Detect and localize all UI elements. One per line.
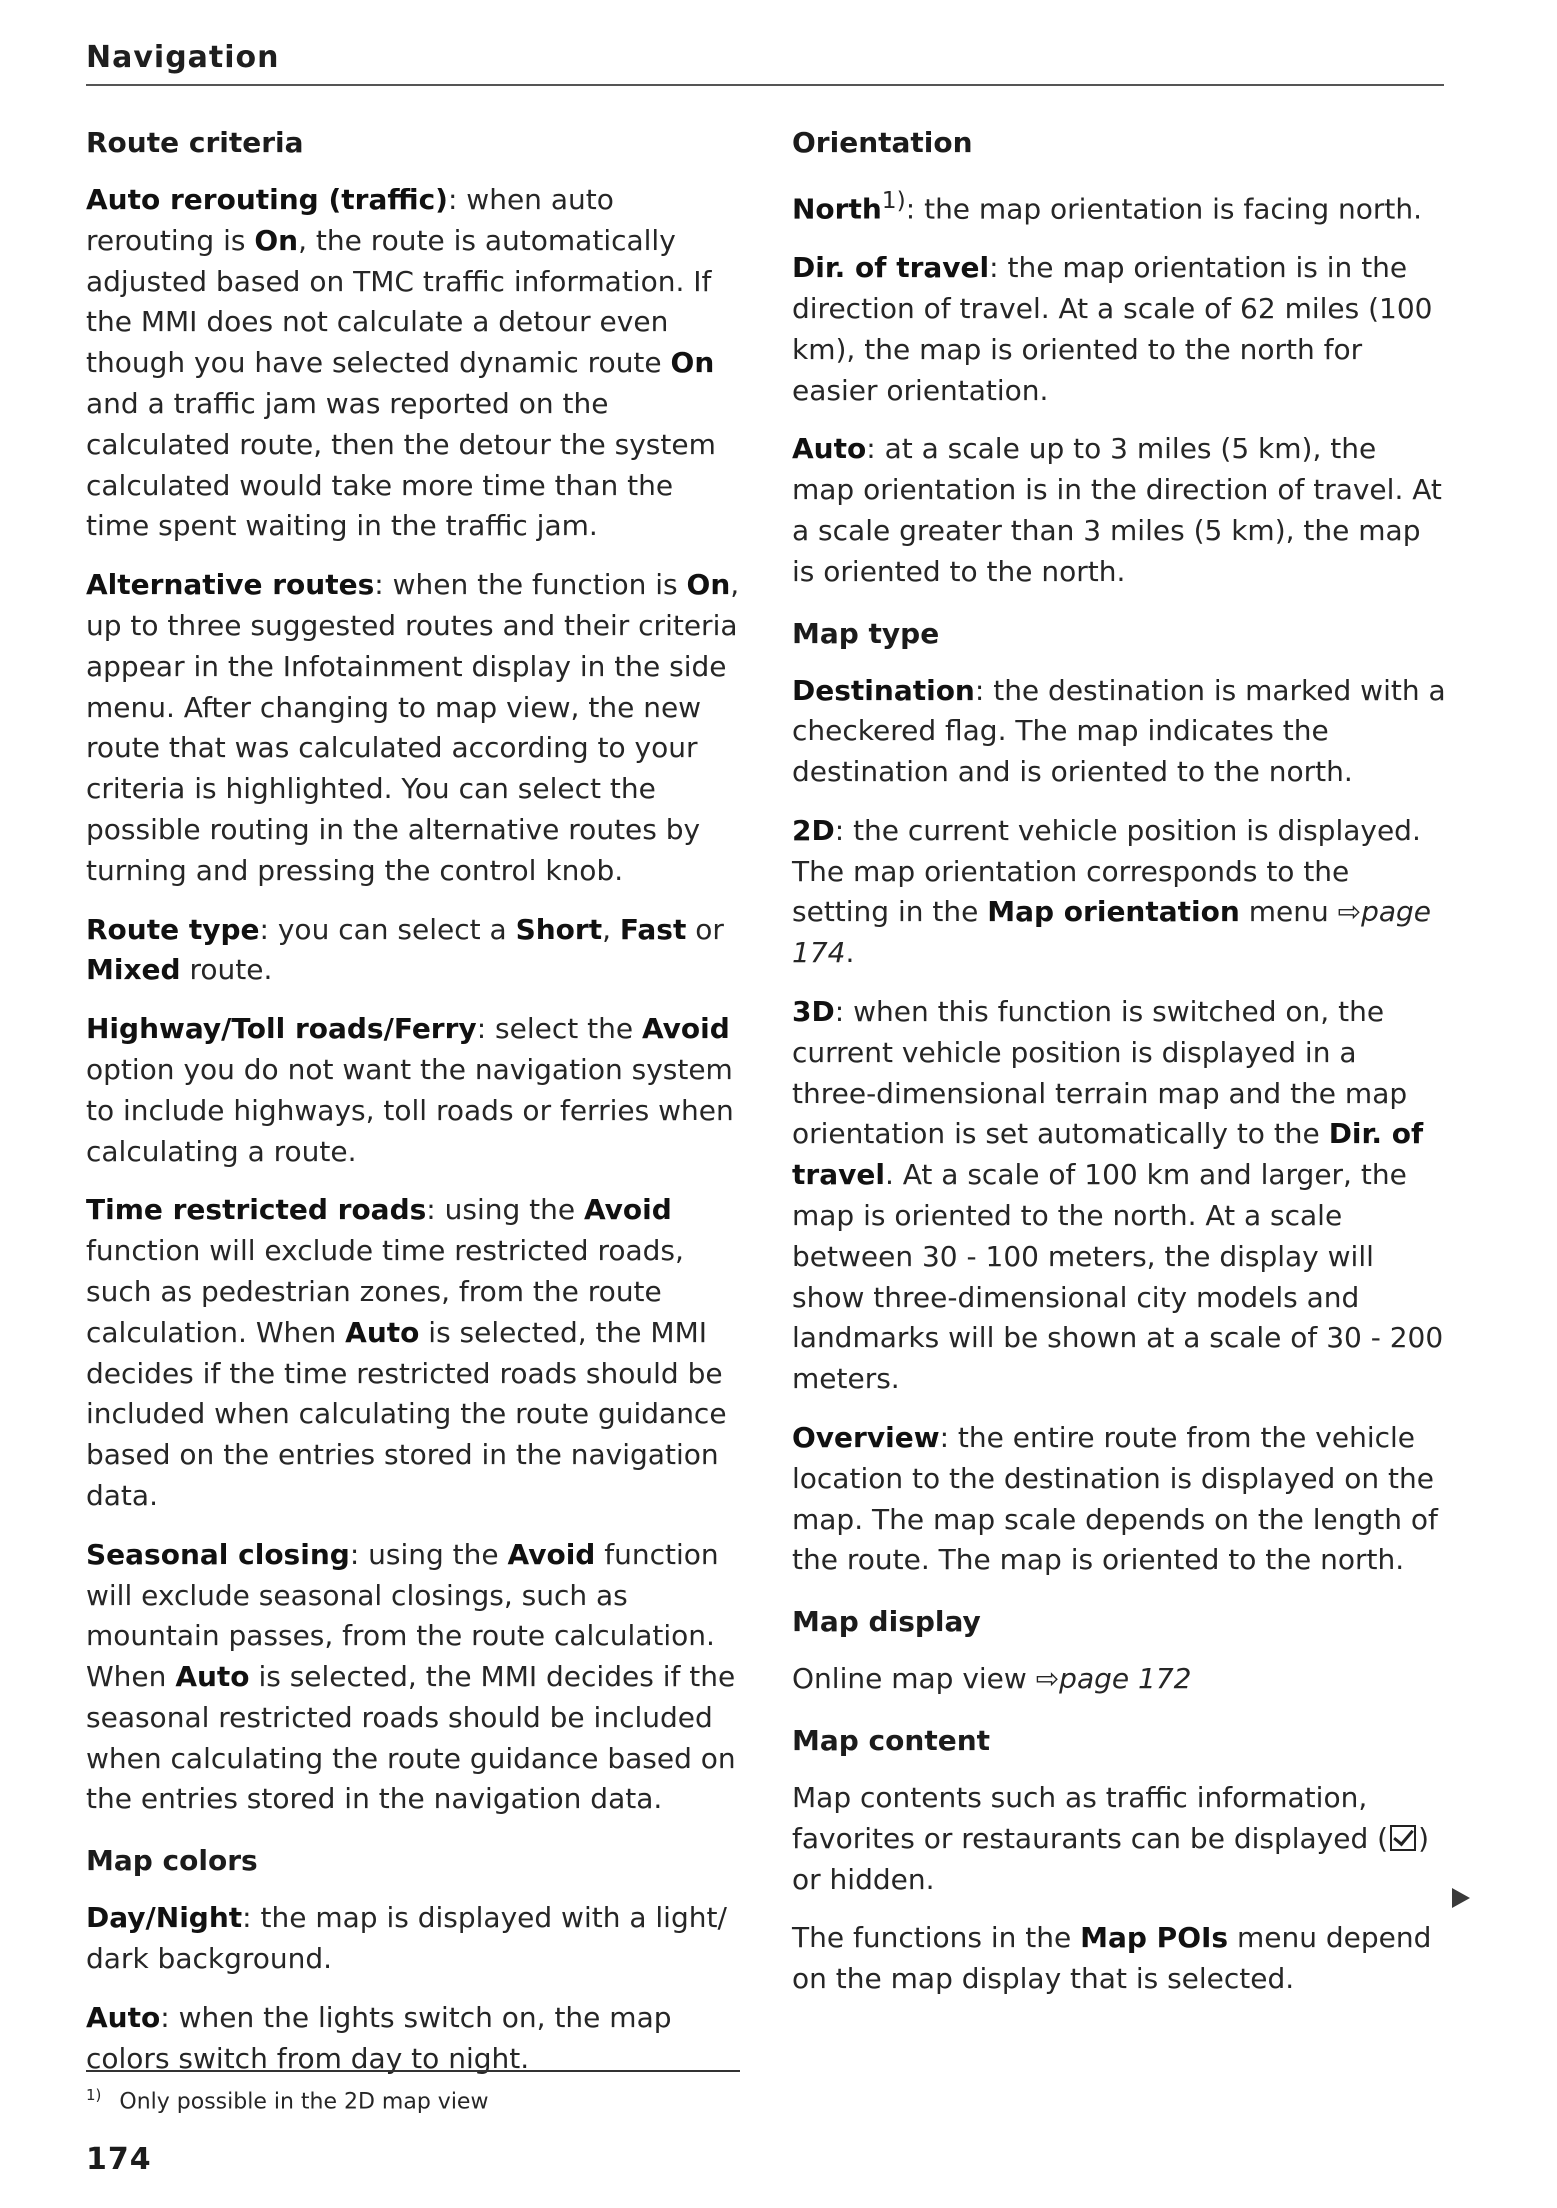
para-overview: Overview: the entire route from the vehicle location to the destination is displayed on the map. The map scale depends on the length of the route. The map is oriented to the north. <box>792 1421 1438 1577</box>
footnote-ref: 1) <box>881 186 906 214</box>
para-3d: 3D: when this function is switched on, the current vehicle position is displayed in a three-dimensional terrain map and the map orientation is set automatically to the Dir. of travel. At a scale of 100 km and larger, the map is oriented to the north. At a scale between 30 - 100 meters, the display will show three-dimensional city models and landmarks will be shown at a scale of 30 - 200 meters. <box>792 995 1444 1396</box>
term-route-type: Route type <box>86 912 260 946</box>
para-day-night: Day/Night: the map is displayed with a light/ dark background. <box>86 1901 727 1976</box>
term-north: North <box>792 192 882 226</box>
footnote-text: Only possible in the 2D map view <box>119 2089 489 2115</box>
section-map-colors <box>86 1838 740 2079</box>
para-map-content: Map contents such as traffic information, favorites or restaurants can be displayed ( ) or hidden. <box>792 1781 1430 1896</box>
para-highway: Highway/Toll roads/Ferry: select the Avoid option you do not want the navigation system to include highways, toll roads or ferries when calculating a route. <box>86 1012 734 1168</box>
term-destination: Destination <box>792 673 975 707</box>
section-map-display <box>792 1599 1446 1700</box>
term-dir-travel: Dir. of travel <box>792 251 990 285</box>
para-dir-travel: Dir. of travel: the map orientation is in the direction of travel. At a scale of 62 miles (100 km), the map is oriented to the north for easier orientation. <box>792 251 1433 407</box>
arrow-right-icon: ⇨ <box>1035 1662 1060 1696</box>
arrow-right-icon: ⇨ <box>1337 895 1362 929</box>
term-map-pois: Map POIs <box>1080 1921 1229 1955</box>
section-route-criteria <box>86 120 740 1820</box>
footnote <box>86 2086 488 2114</box>
heading-route-criteria: Route criteria <box>86 126 304 159</box>
heading-map-colors: Map colors <box>86 1844 258 1878</box>
para-seasonal: Seasonal closing: using the Avoid function will exclude seasonal closings, such as mountain passes, from the route calculation. When Auto is selected, the MMI decides if the seasonal restricted roads should be included when calculating the route guidance based on the entries stored in the navigation data. <box>86 1537 736 1816</box>
para-time-restricted: Time restricted roads: using the Avoid function will exclude time restricted roads, such as pedestrian zones, from the route calculation. When Auto is selected, the MMI decides if the time restricted roads should be included when calculating the route guidance based on the entries stored in the navigation data. <box>86 1193 727 1512</box>
checkbox-checked-icon <box>1390 1825 1416 1851</box>
para-north: North$^{1)}$: the map orientation is facing north. <box>792 186 1422 226</box>
term-auto-rerouting: Auto rerouting (traffic) <box>86 183 448 216</box>
term-overview: Overview <box>792 1421 940 1455</box>
term-orientation-auto: Auto <box>792 432 867 466</box>
page-header-title: Navigation <box>86 40 280 75</box>
header-divider <box>86 84 1444 86</box>
section-map-content <box>792 1718 1446 2000</box>
right-column <box>792 120 1446 2018</box>
para-route-type: Route type: you can select a Short, Fast or Mixed route. <box>86 912 724 987</box>
term-colors-auto: Auto <box>86 2000 161 2034</box>
para-2d: 2D: the current vehicle position is displayed. The map orientation corresponds to the setting in the Map orientation menu ⇨page 174. <box>792 813 1431 970</box>
footnote-marker: 1) <box>86 2086 102 2104</box>
page-ref-174[interactable]: page 174 <box>792 895 1431 970</box>
continue-arrow-icon <box>1452 1888 1470 1908</box>
term-alternative-routes: Alternative routes <box>86 568 375 602</box>
term-seasonal: Seasonal closing <box>86 1537 350 1571</box>
term-2d: 2D <box>792 813 835 847</box>
term-time-restricted: Time restricted roads <box>86 1193 427 1227</box>
page-number: 174 <box>86 2142 152 2177</box>
left-column <box>86 120 740 2097</box>
heading-map-type: Map type <box>792 616 940 650</box>
para-colors-auto: Auto: when the lights switch on, the map colors switch from day to night. <box>86 2000 672 2075</box>
heading-map-display: Map display <box>792 1605 981 1639</box>
para-alternative-routes: Alternative routes: when the function is On, up to three suggested routes and their criteria appear in the Infotainment display in the side menu. After changing to map view, the new route that was calculated according to your criteria is highlighted. You can select the possible routing in the alternative routes by turning and pressing the control knob. <box>86 568 740 887</box>
heading-map-content: Map content <box>792 1724 991 1758</box>
section-orientation <box>792 120 1446 593</box>
section-map-type <box>792 611 1446 1582</box>
para-map-pois: The functions in the Map POIs menu depend on the map display that is selected. <box>792 1921 1432 1996</box>
term-highway: Highway/Toll roads/Ferry <box>86 1012 477 1046</box>
para-map-display: Online map view ⇨page 172 <box>792 1662 1192 1696</box>
term-day-night: Day/Night <box>86 1901 243 1935</box>
footnote-divider <box>86 2070 740 2072</box>
para-orientation-auto: Auto: at a scale up to 3 miles (5 km), the map orientation is in the direction of travel. At a scale greater than 3 miles (5 km), the map is oriented to the north. <box>792 432 1442 588</box>
para-auto-rerouting: Auto rerouting (traffic): when auto rerouting is On, the route is automatically adjusted based on TMC traffic information. If the MMI does not calculate a detour even though you have selected dynamic route On and a traffic jam was reported on the calculated route, then the detour the system calculated would take more time than the time spent waiting in the traffic jam. <box>86 183 716 543</box>
page-ref-172[interactable]: page 172 <box>1059 1662 1192 1696</box>
heading-orientation: Orientation <box>792 126 973 159</box>
para-destination: Destination: the destination is marked with a checkered flag. The map indicates the destination and is oriented to the north. <box>792 673 1446 789</box>
term-3d: 3D <box>792 995 835 1029</box>
